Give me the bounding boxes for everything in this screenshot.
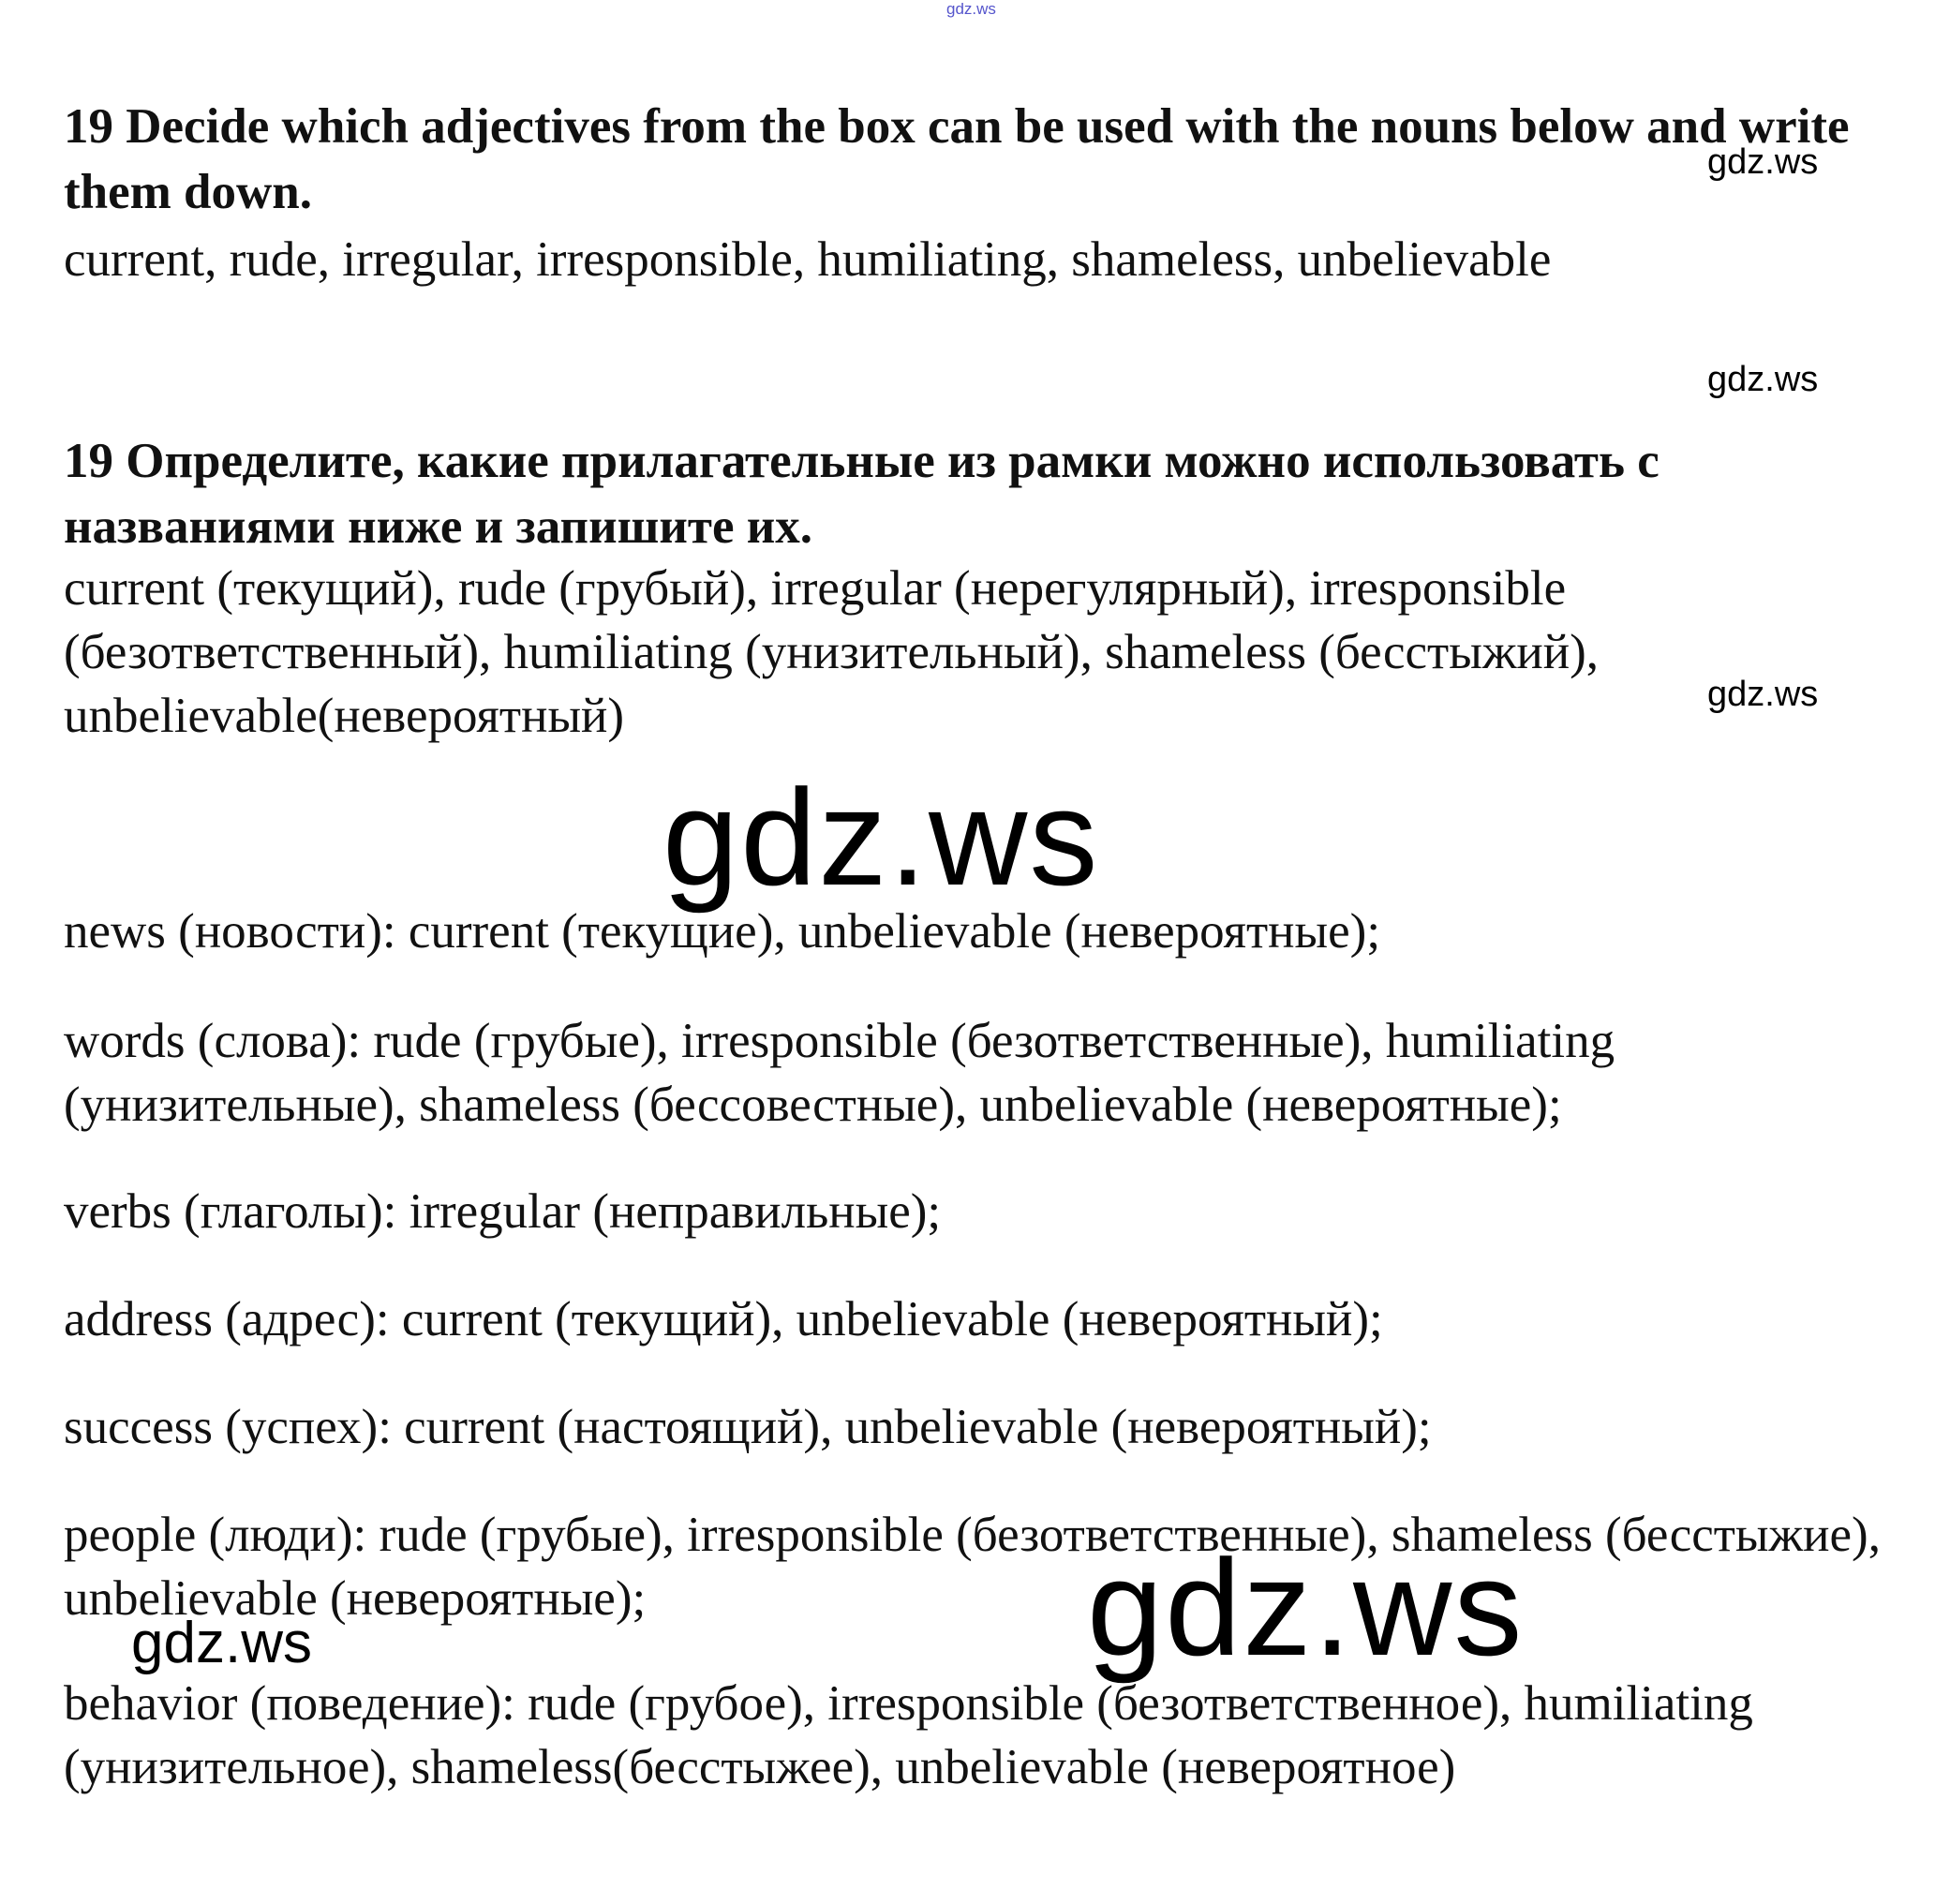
- watermark-medium: gdz.ws: [131, 1611, 312, 1675]
- answer-behavior: behavior (поведение): rude (грубое), irresponsible (безответственное), humiliating (унизительное), shameless(бесстыжее), unbelievable (невероятное): [64, 1676, 1753, 1794]
- answer-success: success (успех): current (настоящий), unbelievable (невероятный);: [64, 1400, 1432, 1454]
- watermark-large: gdz.ws: [1087, 1531, 1525, 1684]
- watermark-small: gdz.ws: [1707, 675, 1819, 714]
- watermark-small: gdz.ws: [1707, 142, 1819, 182]
- english-word-box: current, rude, irregular, irresponsible, humiliating, shameless, unbelievable: [64, 232, 1552, 287]
- answer-people: people (люди): rude (грубые), irresponsible (безответственные), shameless (бесстыжие), unbelievable (невероятные);: [64, 1508, 1881, 1626]
- answer-verbs: verbs (глаголы): irregular (неправильные);: [64, 1184, 942, 1239]
- watermark-top: gdz.ws: [946, 0, 996, 18]
- answer-news: news (новости): current (текущие), unbelievable (невероятные);: [64, 904, 1381, 959]
- russian-task-title: 19 Определите, какие прилагательные из рамки можно использовать с названиями ниже и запишите их.: [64, 434, 1660, 554]
- watermark-large: gdz.ws: [662, 761, 1100, 914]
- answer-words: words (слова): rude (грубые), irresponsible (безответственные), humiliating (унизительные), shameless (бессовестные), unbelievable (невероятные);: [64, 1014, 1615, 1132]
- english-task-title: 19 Decide which adjectives from the box can be used with the nouns below and write them down.: [64, 99, 1850, 219]
- answer-address: address (адрес): current (текущий), unbelievable (невероятный);: [64, 1292, 1383, 1346]
- watermark-small: gdz.ws: [1707, 360, 1819, 399]
- russian-word-box: current (текущий), rude (грубый), irregular (нерегулярный), irresponsible (безответственный), humiliating (унизительный), shameless (бесстыжий), unbelievable(невероятный): [64, 561, 1600, 743]
